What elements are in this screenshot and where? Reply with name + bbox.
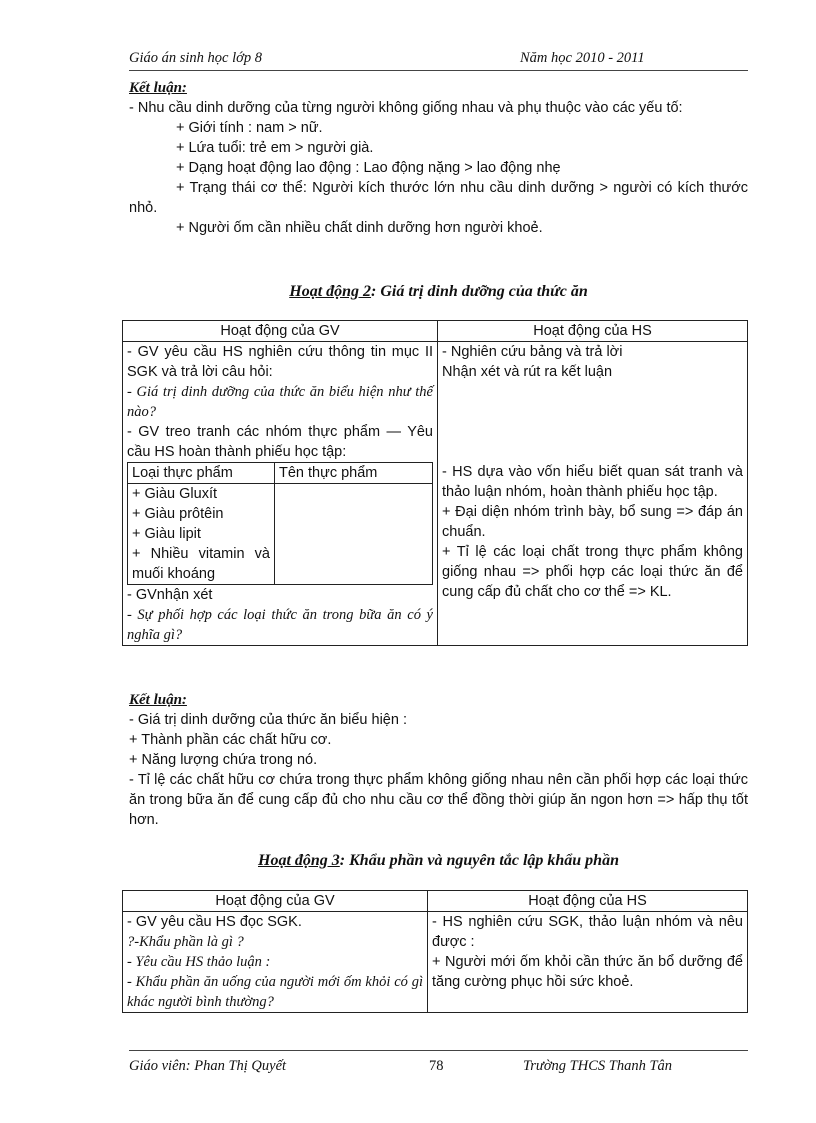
- hs-line: + Đại diện nhóm trình bày, bổ sung => đáp án chuẩn.: [442, 504, 743, 540]
- worksheet-table: [127, 462, 433, 585]
- hs-line: + Người mới ốm khỏi cần thức ăn bổ dưỡng để tăng cường phục hồi sức khoẻ.: [432, 954, 743, 990]
- conclusion-1-item: + Trạng thái cơ thể: Người kích thước lớn nhu cầu dinh dưỡng > người có kích thước nhỏ.: [129, 180, 748, 216]
- gv-line: - GV yêu cầu HS nghiên cứu thông tin mục II SGK và trả lời câu hỏi:: [127, 344, 433, 380]
- conclusion-2: [129, 690, 748, 830]
- gv-question: - Khẩu phần ăn uống của người mới ốm khỏi có gì khác người bình thường?: [127, 974, 423, 1010]
- col-hs-header: Hoạt động của HS: [428, 891, 748, 912]
- gv-line: - GVnhận xét: [127, 587, 213, 603]
- page-footer: [129, 1050, 748, 1075]
- page-number: 78: [429, 1058, 444, 1074]
- activity-2-table: [122, 320, 748, 646]
- gv-question: - Sự phối hợp các loại thức ăn trong bữa ăn có ý nghĩa gì?: [127, 607, 433, 643]
- gv-question: - Giá trị dinh dưỡng của thức ăn biểu hiện như thế nào?: [127, 384, 433, 420]
- worksheet-col2: Tên thực phẩm: [275, 463, 433, 484]
- col-hs-header: Hoạt động của HS: [438, 321, 748, 342]
- hs-line: Nhận xét và rút ra kết luận: [442, 364, 613, 380]
- activity-2-title: : Giá trị dinh dưỡng của thức ăn: [371, 283, 588, 300]
- col-gv-header: Hoạt động của GV: [123, 891, 428, 912]
- activity-3-table: [122, 890, 748, 1013]
- header-subject: Giáo án sinh học lớp 8: [129, 50, 262, 66]
- worksheet-row: + Giàu prôtêin: [132, 506, 224, 522]
- hs-line: - HS dựa vào vốn hiểu biết quan sát tranh và thảo luận nhóm, hoàn thành phiếu học tập.: [442, 464, 743, 500]
- worksheet-row: + Giàu lipit: [132, 526, 201, 542]
- gv-line: - GV yêu cầu HS đọc SGK.: [127, 914, 302, 930]
- footer-school: Trường THCS Thanh Tân: [523, 1058, 673, 1074]
- page-header: [129, 50, 748, 71]
- conclusion-1-intro: - Nhu cầu dinh dưỡng của từng người không giống nhau và phụ thuộc vào các yếu tố:: [129, 100, 683, 116]
- conclusion-1-item: + Người ốm cần nhiều chất dinh dưỡng hơn người khoẻ.: [176, 220, 543, 236]
- header-year: Năm học 2010 - 2011: [520, 50, 645, 66]
- worksheet-col1: Loại thực phẩm: [128, 463, 275, 484]
- hs-line: - HS nghiên cứu SGK, thảo luận nhóm và nêu được :: [432, 914, 743, 950]
- conclusion-2-line: - Tỉ lệ các chất hữu cơ chứa trong thực phẩm không giống nhau nên cần phối hợp các loại thức ăn trong bữa ăn để cung cấp đủ cho nhu cầu cơ thể đồng thời giúp ăn ngon hơn => hấp thụ tốt hơn.: [129, 772, 748, 828]
- activity-2-heading: [129, 283, 748, 301]
- conclusion-2-title: Kết luận:: [129, 692, 187, 708]
- hs-line: - Nghiên cứu bảng và trả lời: [442, 344, 623, 360]
- conclusion-1-item: + Giới tính : nam > nữ.: [176, 120, 323, 136]
- activity-2-label: Hoạt động 2: [289, 283, 372, 300]
- col-gv-header: Hoạt động của GV: [123, 321, 438, 342]
- conclusion-1-item: + Lứa tuổi: trẻ em > người già.: [176, 140, 374, 156]
- conclusion-2-line: + Năng lượng chứa trong nó.: [129, 752, 318, 768]
- hs-line: + Tỉ lệ các loại chất trong thực phẩm không giống nhau => phối hợp các loại thức ăn để cung cấp đủ chất cho cơ thể => KL.: [442, 544, 743, 600]
- conclusion-1-title: Kết luận:: [129, 80, 187, 96]
- activity-3-label: Hoạt động 3: [258, 852, 340, 869]
- worksheet-row: + Giàu Gluxít: [132, 486, 218, 502]
- conclusion-1-item: + Dạng hoạt động lao động : Lao động nặng > lao động nhẹ: [176, 160, 561, 176]
- footer-teacher: Giáo viên: Phan Thị Quyết: [129, 1058, 287, 1074]
- gv-line: - GV treo tranh các nhóm thực phẩm — Yêu cầu HS hoàn thành phiếu học tập:: [127, 424, 433, 460]
- conclusion-2-line: - Giá trị dinh dưỡng của thức ăn biểu hiện :: [129, 712, 407, 728]
- activity-3-heading: [129, 852, 748, 870]
- gv-question: - Yêu cầu HS thảo luận :: [127, 954, 271, 970]
- conclusion-1: [129, 78, 748, 238]
- conclusion-2-line: + Thành phần các chất hữu cơ.: [129, 732, 332, 748]
- gv-question: ?-Khẩu phần là gì ?: [127, 934, 244, 950]
- activity-3-title: : Khẩu phần và nguyên tắc lập khẩu phần: [339, 852, 619, 869]
- worksheet-row: + Nhiều vitamin và muối khoáng: [132, 546, 270, 582]
